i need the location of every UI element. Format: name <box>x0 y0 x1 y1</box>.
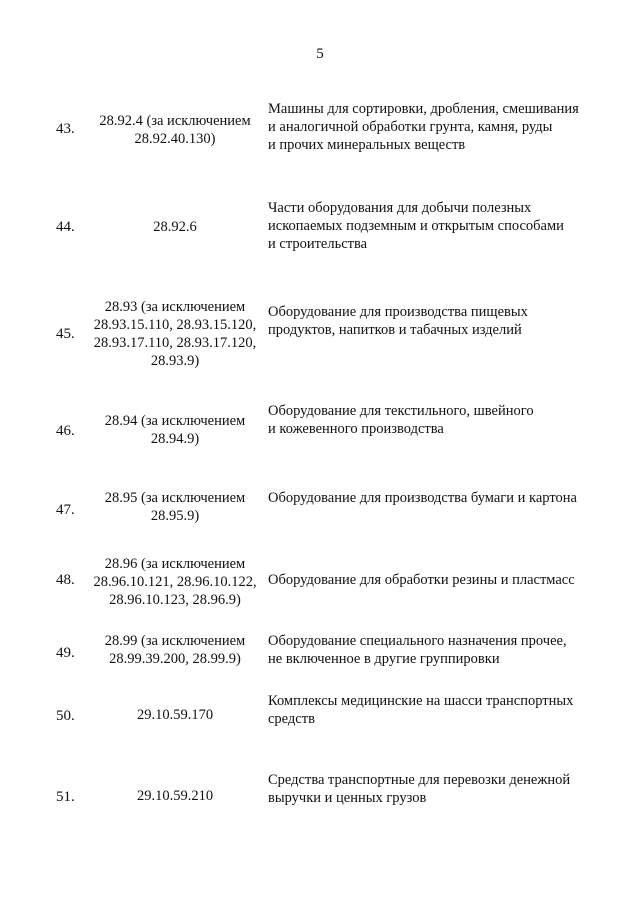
code-line: 28.93.9) <box>150 353 200 369</box>
item-description <box>268 100 608 154</box>
okpd-code <box>84 706 266 724</box>
code-line: 28.99 (за исключением <box>104 633 246 649</box>
code-line: 28.99.39.200, 28.99.9) <box>109 651 241 667</box>
desc-line: продуктов, напитков и табачных изделий <box>268 322 522 338</box>
desc-line: Средства транспортные для перевозки денежной <box>268 772 571 788</box>
desc-line: средств <box>268 711 315 727</box>
item-description <box>268 402 608 438</box>
page-number: 5 <box>316 46 324 62</box>
desc-line: не включенное в другие группировки <box>268 651 500 667</box>
table-row <box>0 555 640 611</box>
row-number: 49. <box>56 645 75 661</box>
code-line: 28.92.6 <box>153 219 197 235</box>
desc-line: Оборудование специального назначения прочее, <box>268 633 567 649</box>
item-description <box>268 199 608 253</box>
item-description <box>268 771 608 807</box>
table-row <box>0 298 640 374</box>
row-number: 45. <box>56 326 75 342</box>
row-number: 44. <box>56 219 75 235</box>
desc-line: Оборудование для обработки резины и пластмасс <box>268 572 575 588</box>
code-line: 28.96.10.121, 28.96.10.122, <box>93 574 257 590</box>
table-row <box>0 402 640 452</box>
desc-line: и аналогичной обработки грунта, камня, руды <box>268 119 553 135</box>
okpd-code <box>84 112 266 148</box>
table-row <box>0 489 640 529</box>
code-line: 28.93.15.110, 28.93.15.120, <box>93 317 257 333</box>
table-row <box>0 632 640 672</box>
code-line: 29.10.59.170 <box>136 707 214 723</box>
item-description <box>268 571 608 589</box>
row-number: 46. <box>56 423 75 439</box>
code-line: 28.93.17.110, 28.93.17.120, <box>93 335 257 351</box>
desc-line: ископаемых подземным и открытым способами <box>268 218 564 234</box>
okpd-code <box>84 787 266 805</box>
item-description <box>268 632 608 668</box>
code-line: 28.95 (за исключением <box>104 490 246 506</box>
table-row <box>0 692 640 732</box>
okpd-code <box>84 412 266 448</box>
code-line: 28.92.40.130) <box>134 131 216 147</box>
row-number: 51. <box>56 789 75 805</box>
code-line: 28.92.4 (за исключением <box>99 113 251 129</box>
code-line: 28.94.9) <box>150 431 200 447</box>
desc-line: и прочих минеральных веществ <box>268 137 466 153</box>
table-row <box>0 771 640 811</box>
okpd-code <box>84 298 266 370</box>
desc-line: выручки и ценных грузов <box>268 790 427 806</box>
desc-line: Оборудование для производства бумаги и картона <box>268 490 577 506</box>
desc-line: Оборудование для производства пищевых <box>268 304 528 320</box>
code-line: 28.96 (за исключением <box>104 556 246 572</box>
desc-line: Части оборудования для добычи полезных <box>268 200 532 216</box>
desc-line: Машины для сортировки, дробления, смешивания <box>268 101 579 117</box>
row-number: 43. <box>56 121 75 137</box>
okpd-code <box>84 555 266 609</box>
item-description <box>268 489 608 507</box>
desc-line: и строительства <box>268 236 368 252</box>
desc-line: Оборудование для текстильного, швейного <box>268 403 534 419</box>
code-line: 28.96.10.123, 28.96.9) <box>109 592 241 608</box>
desc-line: Комплексы медицинские на шасси транспортных <box>268 693 574 709</box>
table-row <box>0 199 640 259</box>
row-number: 50. <box>56 708 75 724</box>
okpd-code <box>84 218 266 236</box>
okpd-code <box>84 489 266 525</box>
row-number: 47. <box>56 502 75 518</box>
table-row <box>0 100 640 160</box>
code-line: 28.93 (за исключением <box>104 299 246 315</box>
code-line: 28.95.9) <box>150 508 200 524</box>
row-number: 48. <box>56 572 75 588</box>
item-description <box>268 692 608 728</box>
code-line: 28.94 (за исключением <box>104 413 246 429</box>
item-description <box>268 303 608 339</box>
okpd-code <box>84 632 266 668</box>
code-line: 29.10.59.210 <box>136 788 214 804</box>
desc-line: и кожевенного производства <box>268 421 444 437</box>
